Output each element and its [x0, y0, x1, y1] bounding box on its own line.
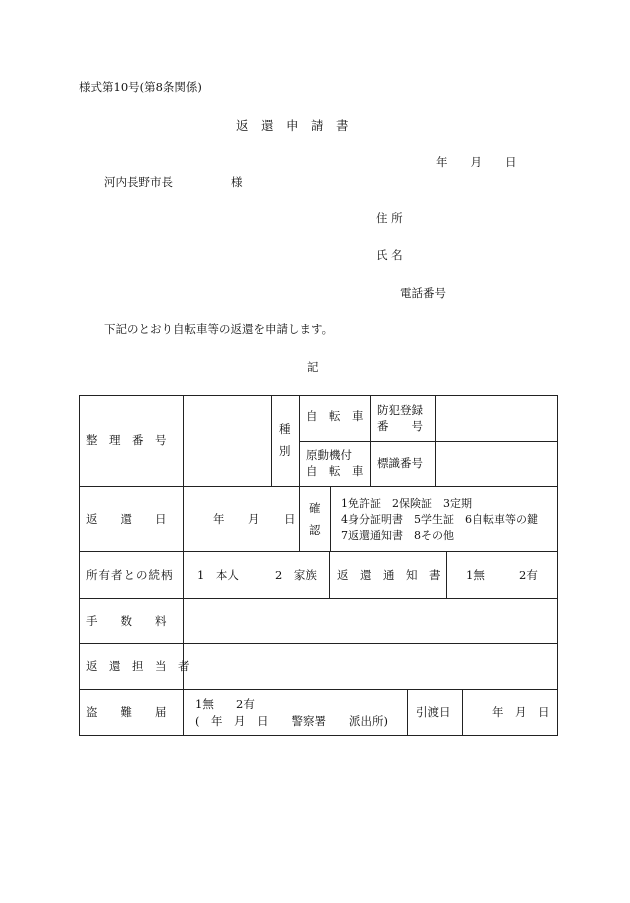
hikiwatashibi-label: 引渡日 — [416, 705, 451, 719]
kakunin-item: 4身分証明書 5学生証 6自転車等の鍵 — [341, 512, 538, 526]
table-rule — [79, 689, 558, 690]
phone-label: 電話番号 — [400, 286, 446, 300]
bohan-toroku-label — [377, 402, 423, 434]
zokugara-option-1: 1 本人 — [197, 568, 239, 582]
table-rule — [299, 441, 558, 442]
gendoki-line-2: 自 転 車 — [306, 464, 364, 479]
tonan-detail: ( 年 月 日 警察署 派出所) — [195, 714, 388, 728]
date-line: 年 月 日 — [436, 155, 517, 169]
henkanbi-year: 年 — [213, 512, 225, 526]
kakunin-item: 7返還通知書 8その他 — [341, 528, 454, 542]
tsuchi-option-2: 2有 — [519, 568, 538, 582]
table-rule — [299, 395, 300, 551]
jitensha-label: 自 転 車 — [306, 409, 364, 423]
document-title: 返 還 申 請 書 — [236, 118, 349, 133]
gendoki-line-1: 原動機付 — [306, 448, 352, 462]
kakunin-item: 1免許証 2保険証 3定期 — [341, 497, 472, 510]
form-number: 様式第10号(第8条関係) — [79, 80, 202, 94]
zokugara-label: 所有者との続柄 — [86, 568, 174, 582]
tsuchi-option-1: 1無 — [466, 568, 485, 582]
bohan-toroku-line-2: 番 号 — [377, 419, 423, 434]
gendoki-label — [306, 447, 364, 479]
note-mark: 記 — [307, 360, 319, 374]
table-rule — [79, 551, 558, 552]
honorific: 様 — [231, 175, 243, 189]
kakunin-items — [341, 496, 538, 544]
seiri-bango-label: 整 理 番 号 — [86, 433, 167, 447]
bohan-toroku-line-1: 防犯登録 — [377, 403, 423, 417]
henkanbi-month: 月 — [248, 512, 260, 526]
request-text: 下記のとおり自転車等の返還を申請します。 — [104, 322, 334, 336]
table-rule — [435, 395, 436, 486]
table-rule — [446, 551, 447, 598]
hyoshiki-bango-label: 標識番号 — [377, 456, 423, 470]
shubetsu-label-2: 別 — [279, 444, 291, 458]
zokugara-option-2: 2 家族 — [275, 568, 317, 582]
name-label: 氏 名 — [376, 248, 403, 262]
table-rule — [79, 486, 558, 487]
address-label: 住 所 — [376, 211, 403, 225]
tonan-option-1: 1無 — [195, 697, 214, 711]
henkanbi-label: 返 還 日 — [86, 512, 167, 526]
table-rule — [330, 486, 331, 551]
henkanbi-day: 日 — [284, 512, 296, 526]
kakunin-label-1: 確 — [309, 501, 321, 515]
kakunin-label-2: 認 — [309, 523, 321, 537]
addressee: 河内長野市長 — [104, 175, 173, 189]
tonan-option-2: 2有 — [236, 697, 255, 711]
table-rule — [79, 598, 558, 599]
table-rule — [329, 551, 330, 598]
table-rule — [407, 689, 408, 736]
tesuryo-label: 手 数 料 — [86, 614, 167, 628]
hikiwatashi-date: 年 月 日 — [492, 705, 550, 719]
shubetsu-label-1: 種 — [279, 422, 291, 436]
table-rule — [462, 689, 463, 736]
tonan-label: 盗 難 届 — [86, 705, 167, 719]
table-rule — [370, 395, 371, 486]
table-rule — [271, 395, 272, 486]
henkan-tsuchisho-label: 返 還 通 知 書 — [337, 568, 441, 582]
table-rule — [183, 395, 184, 736]
tantosha-label: 返 還 担 当 者 — [86, 659, 190, 673]
table-rule — [79, 643, 558, 644]
